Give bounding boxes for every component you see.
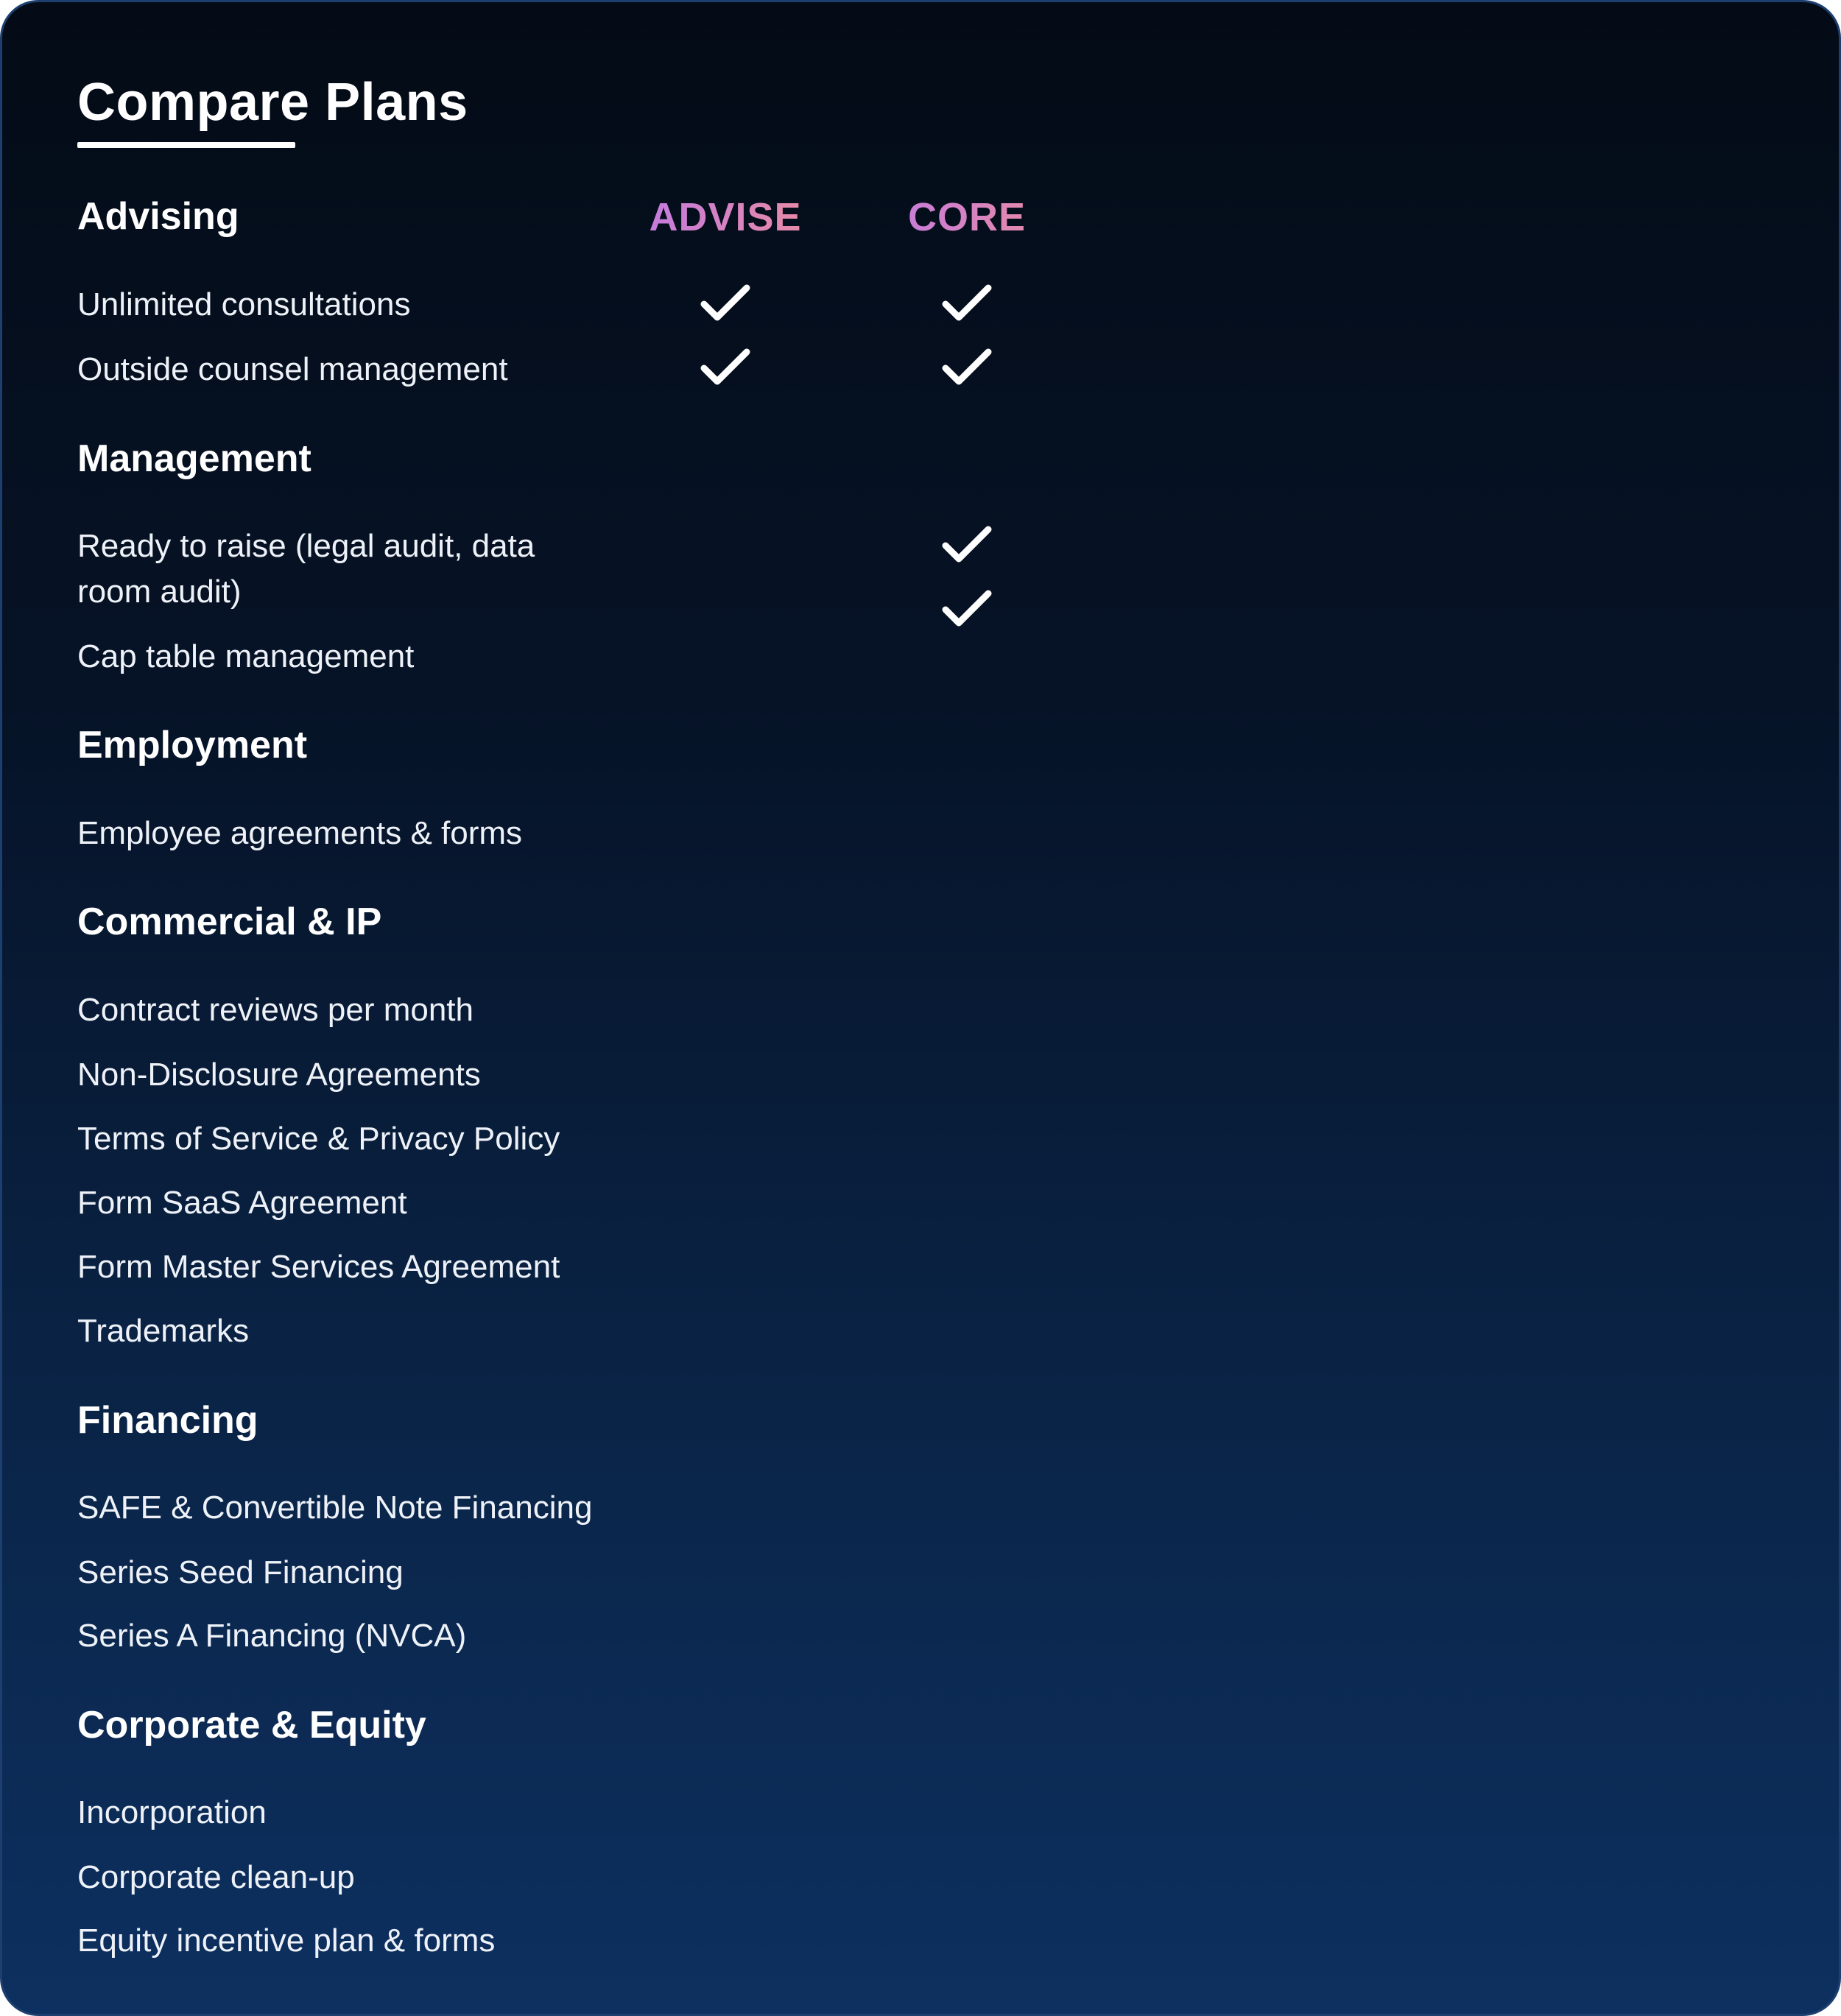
feature-trademarks: Trademarks: [77, 1313, 250, 1349]
section-title-advising: Advising: [77, 195, 239, 238]
section-title-commercial-ip: Commercial & IP: [77, 900, 382, 943]
check-icon: [941, 589, 993, 629]
check-icon: [700, 348, 751, 387]
feature-safe-convertible-note: SAFE & Convertible Note Financing: [77, 1490, 593, 1526]
title-underline: [77, 142, 295, 148]
check-icon: [941, 525, 993, 565]
feature-outside-counsel-management: Outside counsel management: [77, 351, 508, 387]
page-title: Compare Plans: [77, 73, 468, 132]
feature-series-seed-financing: Series Seed Financing: [77, 1554, 404, 1590]
section-title-financing: Financing: [77, 1399, 258, 1442]
feature-incorporation: Incorporation: [77, 1794, 267, 1830]
check-icon: [700, 283, 751, 323]
feature-cap-table-management: Cap table management: [77, 638, 415, 674]
feature-employee-agreements: Employee agreements & forms: [77, 815, 523, 851]
feature-form-saas-agreement: Form SaaS Agreement: [77, 1185, 407, 1221]
feature-corporate-clean-up: Corporate clean-up: [77, 1859, 355, 1895]
feature-unlimited-consultations: Unlimited consultations: [77, 286, 411, 323]
check-icon: [941, 348, 993, 387]
plan-header-advise: ADVISE: [637, 191, 814, 244]
section-title-employment: Employment: [77, 724, 308, 766]
feature-form-master-services-agreement: Form Master Services Agreement: [77, 1249, 560, 1285]
plan-header-core: CORE: [879, 191, 1055, 244]
feature-ready-to-raise: Ready to raise (legal audit, data room audit): [77, 528, 535, 610]
feature-series-a-financing: Series A Financing (NVCA): [77, 1618, 467, 1654]
feature-terms-of-service: Terms of Service & Privacy Policy: [77, 1121, 560, 1157]
check-icon: [941, 283, 993, 323]
section-title-management: Management: [77, 437, 311, 480]
feature-contract-reviews: Contract reviews per month: [77, 992, 474, 1028]
section-title-corporate-equity: Corporate & Equity: [77, 1704, 426, 1747]
feature-equity-incentive-plan: Equity incentive plan & forms: [77, 1922, 496, 1959]
feature-non-disclosure-agreements: Non-Disclosure Agreements: [77, 1057, 481, 1093]
